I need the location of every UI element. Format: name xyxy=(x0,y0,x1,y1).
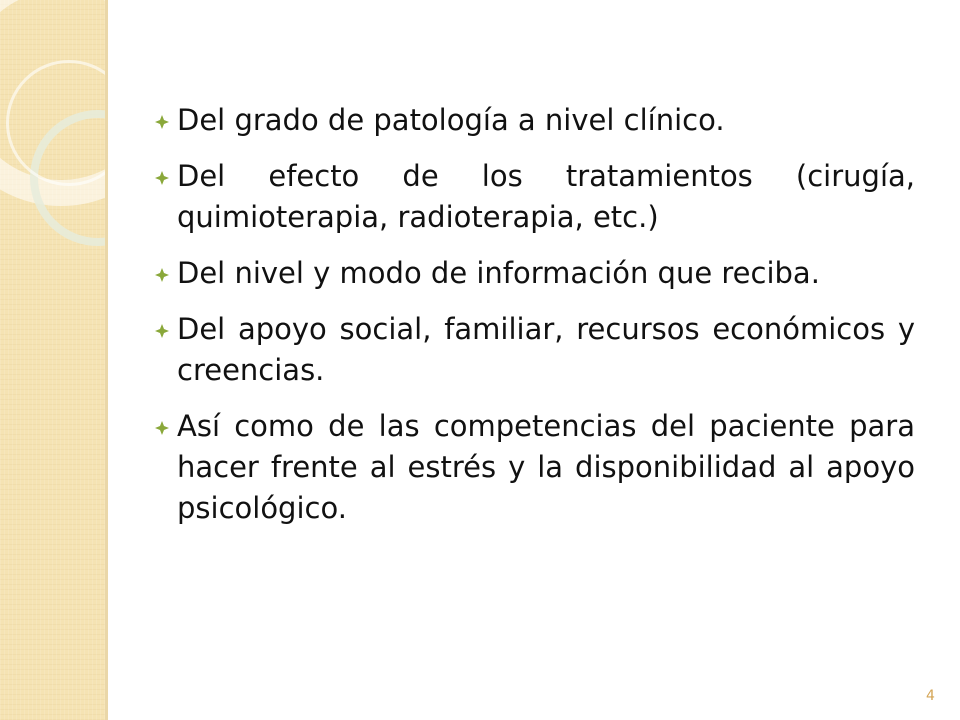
list-item xyxy=(155,156,915,238)
diamond-bullet-icon xyxy=(155,324,169,338)
diamond-bullet-icon xyxy=(155,115,169,129)
list-item xyxy=(155,406,915,529)
list-item xyxy=(155,100,915,141)
bullet-list xyxy=(155,100,915,544)
bullet-text: Del grado de patología a nivel clínico. xyxy=(177,103,725,137)
bullet-text: Del apoyo social, familiar, recursos económicos y creencias. xyxy=(177,312,915,387)
diamond-bullet-icon xyxy=(155,268,169,282)
sidebar-divider xyxy=(105,0,108,720)
list-item xyxy=(155,253,915,294)
decorative-circle xyxy=(6,60,105,186)
bullet-text: Así como de las competencias del paciente para hacer frente al estrés y la disponibilidad al apoyo psicológico. xyxy=(177,409,915,525)
decorative-circle xyxy=(30,110,105,246)
page-number: 4 xyxy=(926,688,935,704)
list-item xyxy=(155,309,915,391)
diamond-bullet-icon xyxy=(155,421,169,435)
decorative-circle xyxy=(0,0,105,206)
bullet-text: Del efecto de los tratamientos (cirugía, quimioterapia, radioterapia, etc.) xyxy=(177,159,915,234)
bullet-text: Del nivel y modo de información que reciba. xyxy=(177,256,820,290)
diamond-bullet-icon xyxy=(155,171,169,185)
decorative-sidebar xyxy=(0,0,105,720)
